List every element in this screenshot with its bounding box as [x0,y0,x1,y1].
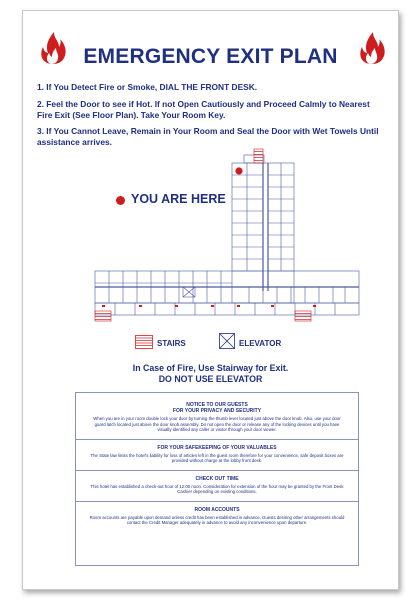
instruction-2: 2. Feel the Door to see if Hot. If not Open Cautiously and Proceed Calmly to Nearest Fire Exit (See Floor Plan). Take Your Room Key. [37,99,370,120]
guest-notice-box [75,392,359,566]
privacy-heading: FOR YOUR PRIVACY AND SECURITY [172,408,262,414]
notice-heading: NOTICE TO OUR GUESTS [186,402,248,408]
stairs-legend-label: STAIRS [157,339,186,348]
divider [76,501,358,502]
valuables-heading: FOR YOUR SAFEKEEPING OF YOUR VALUABLES [157,444,277,451]
emergency-plan-sheet [22,10,399,590]
instruction-1: 1. If You Detect Fire or Smoke, DIAL THE FRONT DESK. [37,82,258,92]
divider [76,470,358,471]
elevator-legend-label: ELEVATOR [239,339,282,348]
elevator-legend-icon [219,333,235,349]
page-title: EMERGENCY EXIT PLAN [83,45,338,68]
fire-instruction: In Case of Fire, Use Stairway for Exit. [132,363,289,373]
accounts-heading: ROOM ACCOUNTS [194,506,240,513]
accounts-text: Room accounts are payable upon demand unless credit has been established in advance. Guests desiring other arrangements should contact the Credit Manager adequately in advance to avoid any inconvenience upon departure. [89,514,345,525]
valuables-text: The State law limits the hotel's liability for loss of articles left in the guest room therefore for your convenience, safe deposit boxes are provided without charge at the lobby front desk. [90,452,344,463]
privacy-text: When you are in your room double lock your door by turning the thumb lever located just above the door knob. Also, use your door guard latch located just above the door knob assembly. Do not open the door or release any of the locking devices until you have visually identified any caller or visitor through your door viewer. [93,416,341,432]
divider [76,439,358,440]
checkout-text: This hotel has established a check-out hour of 12:00 noon. Consideration for extension of the hour may be granted by the Front Desk Cashier depending on existing conditions. [90,483,344,494]
floor-plan [23,141,398,341]
elevator-warning: DO NOT USE ELEVATOR [158,374,263,384]
stairs-legend-icon [135,335,153,349]
flame-icon [358,31,386,65]
instruction-3: 3. If You Cannot Leave, Remain in Your Room and Seal the Door with Wet Towels Until assistance arrives. [37,126,379,147]
you-are-here-label: YOU ARE HERE [131,192,226,206]
checkout-heading: CHECK OUT TIME [195,475,239,482]
